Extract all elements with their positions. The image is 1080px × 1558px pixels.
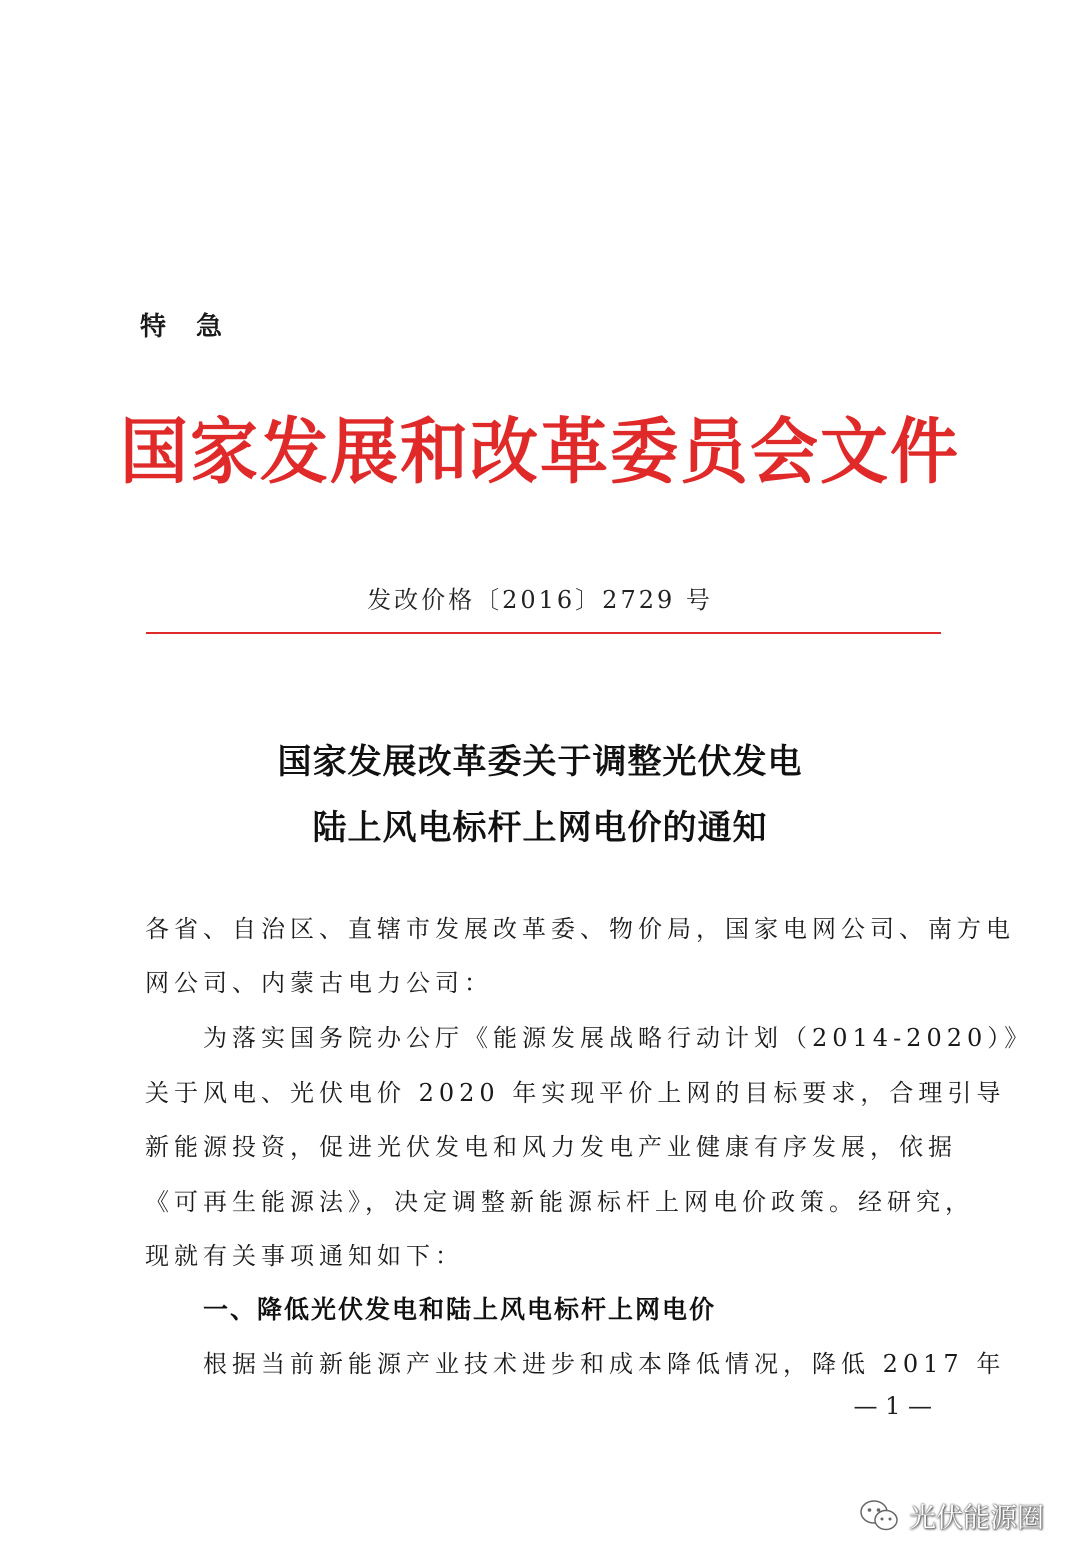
document-title-line-2: 陆上风电标杆上网电价的通知 xyxy=(312,808,768,848)
body-line: 新能源投资，促进光伏发电和风力发电产业健康有序发展，依据 xyxy=(145,1133,957,1161)
body-line: 为落实国务院办公厅《能源发展战略行动计划（2014-2020）》 xyxy=(203,1024,1034,1052)
body-line: 各省、自治区、直辖市发展改革委、物价局，国家电网公司、南方电 xyxy=(145,915,1015,943)
urgency-mark: 特急 xyxy=(140,312,253,342)
body-line: 《可再生能源法》，决定调整新能源标杆上网电价政策。经研究， xyxy=(145,1188,974,1216)
red-divider xyxy=(146,632,941,634)
body-line: 现就有关事项通知如下： xyxy=(145,1242,464,1270)
document-title-line-1: 国家发展改革委关于调整光伏发电 xyxy=(277,742,803,782)
body-line: 根据当前新能源产业技术进步和成本降低情况，降低 2017 年 xyxy=(203,1350,1006,1378)
body-line: 网公司、内蒙古电力公司： xyxy=(145,969,493,997)
document-masthead: 国家发展和改革委员会文件 xyxy=(119,410,960,495)
wechat-icon xyxy=(859,1499,899,1533)
page-number: — 1 — xyxy=(853,1392,932,1420)
source-watermark xyxy=(859,1496,1044,1535)
body-line: 关于风电、光伏电价 2020 年实现平价上网的目标要求，合理引导 xyxy=(145,1079,1006,1107)
document-number: 发改价格〔2016〕2729 号 xyxy=(367,586,713,614)
section-heading: 一、降低光伏发电和陆上风电标杆上网电价 xyxy=(203,1295,717,1324)
watermark-text: 光伏能源圈 xyxy=(909,1503,1044,1534)
